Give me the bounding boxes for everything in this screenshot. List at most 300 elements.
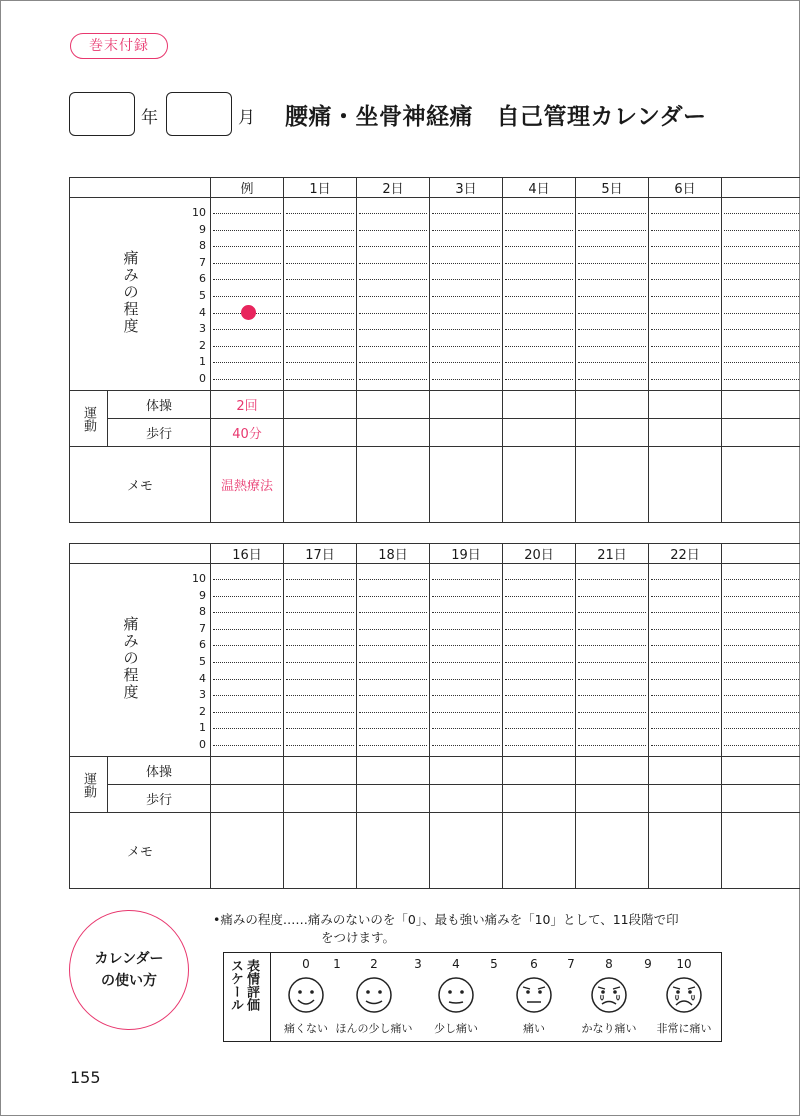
pain-level-line <box>651 329 719 330</box>
pain-level-line <box>286 313 354 314</box>
pain-level-line <box>213 679 281 680</box>
pain-level-line <box>724 379 799 380</box>
usage-title-line2: の使い方 <box>101 973 157 989</box>
usage-circle <box>69 910 189 1030</box>
pain-level-line <box>505 579 573 580</box>
hoko-cell[interactable] <box>430 785 503 813</box>
calendar-table-2 <box>69 543 800 889</box>
year-input-box[interactable] <box>69 92 135 136</box>
hoko-cell[interactable] <box>722 419 800 447</box>
pain-level-line <box>359 728 427 729</box>
pain-level-line <box>359 695 427 696</box>
scale-number: 4 <box>199 305 206 319</box>
pain-level-line <box>213 213 281 214</box>
pain-level-line <box>505 230 573 231</box>
pain-cell[interactable] <box>576 198 649 391</box>
taiso-cell[interactable] <box>503 391 576 419</box>
pain-level-line <box>505 728 573 729</box>
pain-level-line <box>724 645 799 646</box>
pain-level-line <box>359 712 427 713</box>
pain-level-line <box>651 362 719 363</box>
pain-level-line <box>286 362 354 363</box>
memo-cell[interactable] <box>722 813 800 889</box>
pain-level-line <box>578 346 646 347</box>
hoko-cell[interactable] <box>576 419 649 447</box>
hoko-cell[interactable] <box>503 419 576 447</box>
memo-cell[interactable] <box>430 813 503 889</box>
pain-cell[interactable] <box>211 564 284 757</box>
memo-cell[interactable] <box>649 813 722 889</box>
day-header: 1日 <box>284 178 357 198</box>
pain-level-line <box>724 579 799 580</box>
pain-level-line <box>651 263 719 264</box>
day-header: 3日 <box>430 178 503 198</box>
pain-level-line <box>651 679 719 680</box>
memo-cell[interactable] <box>576 447 649 523</box>
pain-level-line <box>724 230 799 231</box>
day-header: 例 <box>211 178 284 198</box>
taiso-cell[interactable] <box>722 391 800 419</box>
pain-level-line <box>213 230 281 231</box>
pain-level-line <box>213 379 281 380</box>
taiso-cell[interactable] <box>576 391 649 419</box>
hoko-cell[interactable] <box>722 785 800 813</box>
pain-level-line <box>505 296 573 297</box>
pain-level-line <box>578 695 646 696</box>
pain-level-line <box>505 695 573 696</box>
pain-level-line <box>432 596 500 597</box>
pain-level-line <box>724 329 799 330</box>
pain-level-line <box>359 629 427 630</box>
usage-desc-line2: をつけます。 <box>321 930 396 945</box>
pain-level-line <box>359 296 427 297</box>
memo-cell[interactable] <box>357 447 430 523</box>
pain-level-line <box>432 379 500 380</box>
pain-level-line <box>432 246 500 247</box>
pain-level-line <box>505 246 573 247</box>
hoko-cell[interactable] <box>649 419 722 447</box>
pain-level-line <box>213 745 281 746</box>
pain-level-line <box>578 329 646 330</box>
pain-level-line <box>505 313 573 314</box>
pain-cell[interactable] <box>649 564 722 757</box>
face-number: 6 <box>530 957 538 971</box>
pain-cell[interactable] <box>503 198 576 391</box>
memo-cell[interactable] <box>211 813 284 889</box>
pain-level-line <box>432 230 500 231</box>
pain-level-line <box>286 728 354 729</box>
day-header: 5日 <box>576 178 649 198</box>
pain-level-line <box>286 279 354 280</box>
pain-level-line <box>359 612 427 613</box>
calendar-table-1 <box>69 177 800 523</box>
pain-level-line <box>286 246 354 247</box>
pain-level-line <box>213 712 281 713</box>
pain-level-line <box>578 679 646 680</box>
face-label: 痛くない <box>284 1022 328 1035</box>
pain-level-line <box>286 645 354 646</box>
day-header: 20日 <box>503 544 576 564</box>
pain-level-line <box>578 662 646 663</box>
pain-level-line <box>724 612 799 613</box>
pain-cell[interactable] <box>722 198 800 391</box>
taiso-cell[interactable] <box>503 757 576 785</box>
pain-level-line <box>286 695 354 696</box>
taiso-cell[interactable] <box>430 391 503 419</box>
header-corner <box>70 178 211 198</box>
pain-level-line <box>505 612 573 613</box>
page-title: 腰痛・坐骨神経痛 自己管理カレンダー <box>285 103 707 130</box>
face-number: 2 <box>370 957 378 971</box>
scale-number: 0 <box>199 737 206 751</box>
memo-cell[interactable] <box>576 813 649 889</box>
pain-level-line <box>724 679 799 680</box>
day-header: 17日 <box>284 544 357 564</box>
hoko-label: 歩行 <box>108 419 211 447</box>
pain-level-line <box>359 379 427 380</box>
taiso-cell[interactable] <box>722 757 800 785</box>
pain-level-line <box>286 745 354 746</box>
memo-cell[interactable] <box>284 447 357 523</box>
pain-cell[interactable] <box>649 198 722 391</box>
pain-cell[interactable] <box>357 198 430 391</box>
pain-level-line <box>432 296 500 297</box>
pain-level-line <box>651 645 719 646</box>
pain-cell[interactable] <box>576 564 649 757</box>
scale-number: 3 <box>199 322 206 336</box>
pain-level-line <box>213 346 281 347</box>
pain-level-line <box>286 263 354 264</box>
scale-number: 6 <box>199 638 206 652</box>
face-number: 8 <box>605 957 613 971</box>
scale-number: 9 <box>199 222 206 236</box>
pain-level-line <box>359 313 427 314</box>
day-header: 18日 <box>357 544 430 564</box>
hoko-cell[interactable] <box>576 785 649 813</box>
scale-number: 8 <box>199 605 206 619</box>
exercise-label: 運動 <box>70 391 108 447</box>
pain-level-line <box>286 662 354 663</box>
hoko-cell[interactable] <box>284 419 357 447</box>
face-label: ほんの少し痛い <box>335 1022 413 1035</box>
taiso-cell[interactable] <box>357 757 430 785</box>
scale-number: 5 <box>199 288 206 302</box>
pain-level-line <box>432 346 500 347</box>
pain-level-line <box>432 612 500 613</box>
pain-level-line <box>651 230 719 231</box>
pain-level-line <box>651 596 719 597</box>
face-icon-5 <box>664 975 704 1015</box>
pain-level-line <box>578 712 646 713</box>
pain-level-line <box>724 629 799 630</box>
page-number: 155 <box>70 1068 101 1087</box>
pain-level-line <box>651 246 719 247</box>
day-header: 19日 <box>430 544 503 564</box>
scale-number: 2 <box>199 704 206 718</box>
face-number: 3 <box>414 957 422 971</box>
face-number: 0 <box>302 957 310 971</box>
pain-level-line <box>578 728 646 729</box>
taiso-cell[interactable] <box>649 391 722 419</box>
pain-level-line <box>505 213 573 214</box>
pain-cell[interactable] <box>284 198 357 391</box>
pain-level-line <box>286 379 354 380</box>
pain-level-line <box>651 728 719 729</box>
pain-cell[interactable] <box>430 198 503 391</box>
pain-label-cell <box>70 198 211 391</box>
pain-level-line <box>724 346 799 347</box>
memo-cell[interactable] <box>503 813 576 889</box>
memo-cell[interactable] <box>722 447 800 523</box>
pain-level-line <box>651 346 719 347</box>
pain-level-line <box>286 230 354 231</box>
face-number: 4 <box>452 957 460 971</box>
scale-number: 10 <box>192 206 206 219</box>
pain-level-line <box>505 329 573 330</box>
pain-level-line <box>724 596 799 597</box>
scale-number: 9 <box>199 588 206 602</box>
pain-level-line <box>578 313 646 314</box>
example-memo: 温熱療法 <box>211 447 284 523</box>
face-number: 9 <box>644 957 652 971</box>
pain-level-line <box>651 296 719 297</box>
pain-level-line <box>213 579 281 580</box>
pain-level-line <box>724 246 799 247</box>
pain-level-line <box>578 263 646 264</box>
pain-level-line <box>651 612 719 613</box>
face-number: 5 <box>490 957 498 971</box>
memo-cell[interactable] <box>503 447 576 523</box>
pain-scale <box>186 205 206 388</box>
pain-level-line <box>505 362 573 363</box>
pain-level-line <box>213 329 281 330</box>
memo-cell[interactable] <box>357 813 430 889</box>
pain-level-line <box>286 329 354 330</box>
pain-level-line <box>578 645 646 646</box>
day-header: 22日 <box>649 544 722 564</box>
pain-level-line <box>578 612 646 613</box>
face-label: 痛い <box>523 1022 545 1035</box>
taiso-label: 体操 <box>108 757 211 785</box>
pain-level-line <box>432 279 500 280</box>
pain-level-line <box>432 313 500 314</box>
pain-level-line <box>286 346 354 347</box>
pain-level-line <box>651 379 719 380</box>
face-icon-2 <box>436 975 476 1015</box>
scale-number: 6 <box>199 272 206 286</box>
pain-level-line <box>432 362 500 363</box>
hoko-cell[interactable] <box>430 419 503 447</box>
pain-label: 痛みの程度 <box>123 615 139 701</box>
pain-cell[interactable] <box>284 564 357 757</box>
pain-level-line <box>578 379 646 380</box>
pain-level-line <box>651 662 719 663</box>
pain-cell[interactable] <box>503 564 576 757</box>
memo-cell[interactable] <box>284 813 357 889</box>
pain-level-line <box>505 629 573 630</box>
pain-level-line <box>359 346 427 347</box>
pain-level-line <box>724 695 799 696</box>
pain-level-line <box>432 213 500 214</box>
face-icon-0 <box>286 975 326 1015</box>
pain-level-line <box>213 596 281 597</box>
pain-level-line <box>359 279 427 280</box>
pain-cell[interactable] <box>357 564 430 757</box>
pain-level-line <box>578 362 646 363</box>
pain-cell[interactable] <box>722 564 800 757</box>
pain-level-line <box>505 745 573 746</box>
face-number: 10 <box>676 957 692 971</box>
pain-level-line <box>432 745 500 746</box>
pain-level-line <box>505 712 573 713</box>
pain-level-line <box>359 230 427 231</box>
pain-level-line <box>286 596 354 597</box>
scale-number: 8 <box>199 239 206 253</box>
pain-label: 痛みの程度 <box>123 249 139 335</box>
year-label: 年 <box>141 108 158 128</box>
pain-level-line <box>578 296 646 297</box>
face-label: 少し痛い <box>434 1022 478 1035</box>
day-header <box>722 544 800 564</box>
face-label: 非常に痛い <box>656 1022 712 1035</box>
pain-level-line <box>724 279 799 280</box>
pain-level-line <box>724 213 799 214</box>
hoko-cell[interactable] <box>357 785 430 813</box>
pain-level-line <box>724 712 799 713</box>
pain-level-line <box>286 679 354 680</box>
pain-level-line <box>724 296 799 297</box>
taiso-label: 体操 <box>108 391 211 419</box>
pain-level-line <box>359 596 427 597</box>
hoko-cell[interactable] <box>284 785 357 813</box>
pain-level-line <box>505 279 573 280</box>
pain-level-line <box>578 230 646 231</box>
usage-desc-line1: •痛みの程度……痛みのないのを「0」、最も強い痛みを「10」として、11段階で印 <box>213 912 679 927</box>
day-header: 21日 <box>576 544 649 564</box>
memo-cell[interactable] <box>649 447 722 523</box>
pain-level-line <box>286 612 354 613</box>
memo-cell[interactable] <box>430 447 503 523</box>
pain-level-line <box>505 379 573 380</box>
taiso-cell[interactable] <box>284 757 357 785</box>
pain-label-cell <box>70 564 211 757</box>
pain-level-line <box>578 745 646 746</box>
scale-number: 4 <box>199 671 206 685</box>
face-number: 1 <box>333 957 341 971</box>
taiso-cell[interactable] <box>576 757 649 785</box>
appendix-badge: 巻末付録 <box>70 33 168 59</box>
pain-level-line <box>505 346 573 347</box>
scale-number: 3 <box>199 688 206 702</box>
taiso-cell[interactable] <box>430 757 503 785</box>
pain-level-line <box>432 329 500 330</box>
pain-level-line <box>286 296 354 297</box>
pain-level-line <box>724 662 799 663</box>
scale-number: 1 <box>199 355 206 369</box>
pain-level-line <box>286 213 354 214</box>
face-scale-label-b: スケール <box>228 959 243 1011</box>
taiso-cell[interactable] <box>357 391 430 419</box>
pain-scale <box>186 571 206 754</box>
day-header: 2日 <box>357 178 430 198</box>
pain-level-line <box>213 296 281 297</box>
face-scale-box <box>223 952 722 1042</box>
taiso-cell[interactable] <box>284 391 357 419</box>
day-header: 6日 <box>649 178 722 198</box>
pain-level-line <box>724 745 799 746</box>
face-scale-label-a: 表情評価 <box>244 959 259 1011</box>
scale-number: 1 <box>199 721 206 735</box>
scale-number: 5 <box>199 654 206 668</box>
pain-level-line <box>213 612 281 613</box>
pain-level-line <box>213 246 281 247</box>
taiso-cell[interactable] <box>649 757 722 785</box>
pain-cell[interactable] <box>430 564 503 757</box>
pain-level-line <box>505 662 573 663</box>
pain-level-line <box>724 728 799 729</box>
exercise-label: 運動 <box>70 757 108 813</box>
pain-level-line <box>432 695 500 696</box>
pain-level-line <box>213 695 281 696</box>
pain-level-line <box>359 745 427 746</box>
hoko-cell[interactable] <box>357 419 430 447</box>
example-hoko: 40分 <box>211 419 284 447</box>
month-label: 月 <box>238 108 255 128</box>
taiso-cell[interactable] <box>211 757 284 785</box>
usage-description <box>213 911 733 947</box>
face-icon-1 <box>354 975 394 1015</box>
pain-level-line <box>651 213 719 214</box>
pain-level-line <box>724 313 799 314</box>
pain-cell-example[interactable] <box>211 198 284 391</box>
pain-level-line <box>651 313 719 314</box>
hoko-label: 歩行 <box>108 785 211 813</box>
pain-level-line <box>578 596 646 597</box>
scale-number: 7 <box>199 621 206 635</box>
day-header: 4日 <box>503 178 576 198</box>
pain-level-line <box>724 263 799 264</box>
pain-level-line <box>505 645 573 646</box>
pain-level-line <box>359 246 427 247</box>
pain-level-line <box>651 745 719 746</box>
scale-number: 0 <box>199 371 206 385</box>
pain-level-line <box>505 263 573 264</box>
day-header <box>722 178 800 198</box>
pain-level-line <box>724 362 799 363</box>
face-label: かなり痛い <box>581 1022 637 1035</box>
face-number: 7 <box>567 957 575 971</box>
memo-label: メモ <box>70 447 211 523</box>
scale-number: 7 <box>199 255 206 269</box>
hoko-cell[interactable] <box>503 785 576 813</box>
pain-level-line <box>432 263 500 264</box>
pain-level-line <box>359 263 427 264</box>
pain-level-line <box>286 629 354 630</box>
pain-level-line <box>578 213 646 214</box>
pain-level-line <box>213 662 281 663</box>
pain-level-line <box>432 645 500 646</box>
pain-level-line <box>578 279 646 280</box>
pain-level-line <box>578 629 646 630</box>
hoko-cell[interactable] <box>211 785 284 813</box>
hoko-cell[interactable] <box>649 785 722 813</box>
pain-level-line <box>213 263 281 264</box>
pain-level-line <box>505 679 573 680</box>
pain-level-line <box>651 579 719 580</box>
header-corner <box>70 544 211 564</box>
month-input-box[interactable] <box>166 92 232 136</box>
pain-level-line <box>359 645 427 646</box>
